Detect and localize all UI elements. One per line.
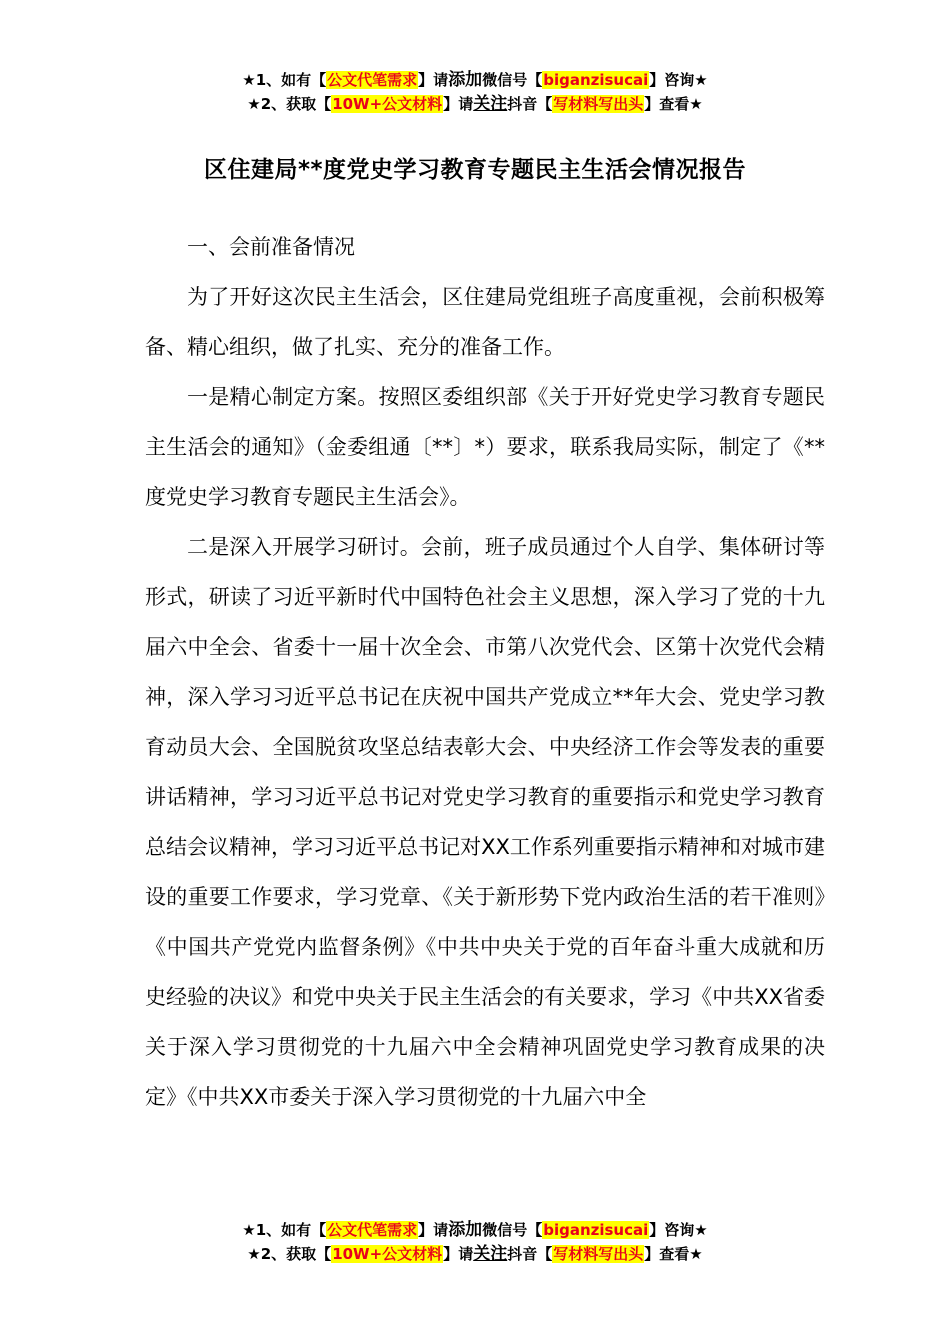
promo-text: 微信号【	[482, 71, 543, 89]
wechat-id-highlight: biganzisucai	[543, 1221, 649, 1239]
promo-emphasis: 添加	[448, 70, 483, 90]
promo-text: 】请	[418, 71, 449, 89]
promo-emphasis: 关注	[473, 1244, 508, 1264]
promo-text: 】请	[418, 1221, 449, 1239]
top-promo-banner	[0, 68, 950, 116]
douyin-account-highlight: 写材料写出头	[553, 95, 644, 113]
promo-text: 抖音【	[507, 1245, 553, 1263]
paragraph: 一是精心制定方案。按照区委组织部《关于开好党史学习教育专题民主生活会的通知》（金委组通〔**〕*）要求，联系我局实际，制定了《**度党史学习教育专题民主生活会》。	[145, 385, 825, 509]
promo-text: 】查看★	[644, 1245, 703, 1263]
promo-text: 微信号【	[482, 1221, 543, 1239]
promo-text: ★1、如有【	[242, 1221, 327, 1239]
promo-text: 抖音【	[507, 95, 553, 113]
promo-highlight: 10W+公文材料	[332, 95, 443, 113]
promo-text: 】咨询★	[649, 1221, 708, 1239]
promo-text: ★1、如有【	[242, 71, 327, 89]
wechat-id-highlight: biganzisucai	[543, 71, 649, 89]
paragraph: 为了开好这次民主生活会，区住建局党组班子高度重视，会前积极筹备、精心组织，做了扎实、充分的准备工作。	[145, 285, 825, 359]
promo-text: ★2、获取【	[247, 95, 332, 113]
promo-text: 】咨询★	[649, 71, 708, 89]
promo-line-2	[0, 1242, 950, 1266]
promo-highlight: 公文代笔需求	[327, 71, 418, 89]
paragraph: 二是深入开展学习研讨。会前，班子成员通过个人自学、集体研讨等形式，研读了习近平新时代中国特色社会主义思想，深入学习了党的十九届六中全会、省委十一届十次全会、市第八次党代会、区第十次党代会精神，深入学习习近平总书记在庆祝中国共产党成立**年大会、党史学习教育动员大会、全国脱贫攻坚总结表彰大会、中央经济工作会等发表的重要讲话精神，学习习近平总书记对党史学习教育的重要指示和党史学习教育总结会议精神，学习习近平总书记对XX工作系列重要指示精神和对城市建设的重要工作要求，学习党章、《关于新形势下党内政治生活的若干准则》《中国共产党党内监督条例》《中共中央关于党的百年奋斗重大成就和历史经验的决议》和党中央关于民主生活会的有关要求，学习《中共XX省委关于深入学习贯彻党的十九届六中全会精神巩固党史学习教育成果的决定》《中共XX市委关于深入学习贯彻党的十九届六中全	[145, 535, 825, 1109]
promo-text: 】请	[443, 1245, 474, 1263]
document-title: 区住建局**度党史学习教育专题民主生活会情况报告	[203, 157, 747, 183]
promo-emphasis: 添加	[448, 1220, 483, 1240]
promo-text: ★2、获取【	[247, 1245, 332, 1263]
promo-emphasis: 关注	[473, 94, 508, 114]
douyin-account-highlight: 写材料写出头	[553, 1245, 644, 1263]
promo-text: 】请	[443, 95, 474, 113]
document-body	[145, 222, 825, 1122]
promo-line-1	[0, 68, 950, 92]
promo-text: 】查看★	[644, 95, 703, 113]
promo-highlight: 公文代笔需求	[327, 1221, 418, 1239]
bottom-promo-banner	[0, 1218, 950, 1266]
promo-highlight: 10W+公文材料	[332, 1245, 443, 1263]
promo-line-1	[0, 1218, 950, 1242]
promo-line-2	[0, 92, 950, 116]
section-heading: 一、会前准备情况	[187, 235, 355, 259]
